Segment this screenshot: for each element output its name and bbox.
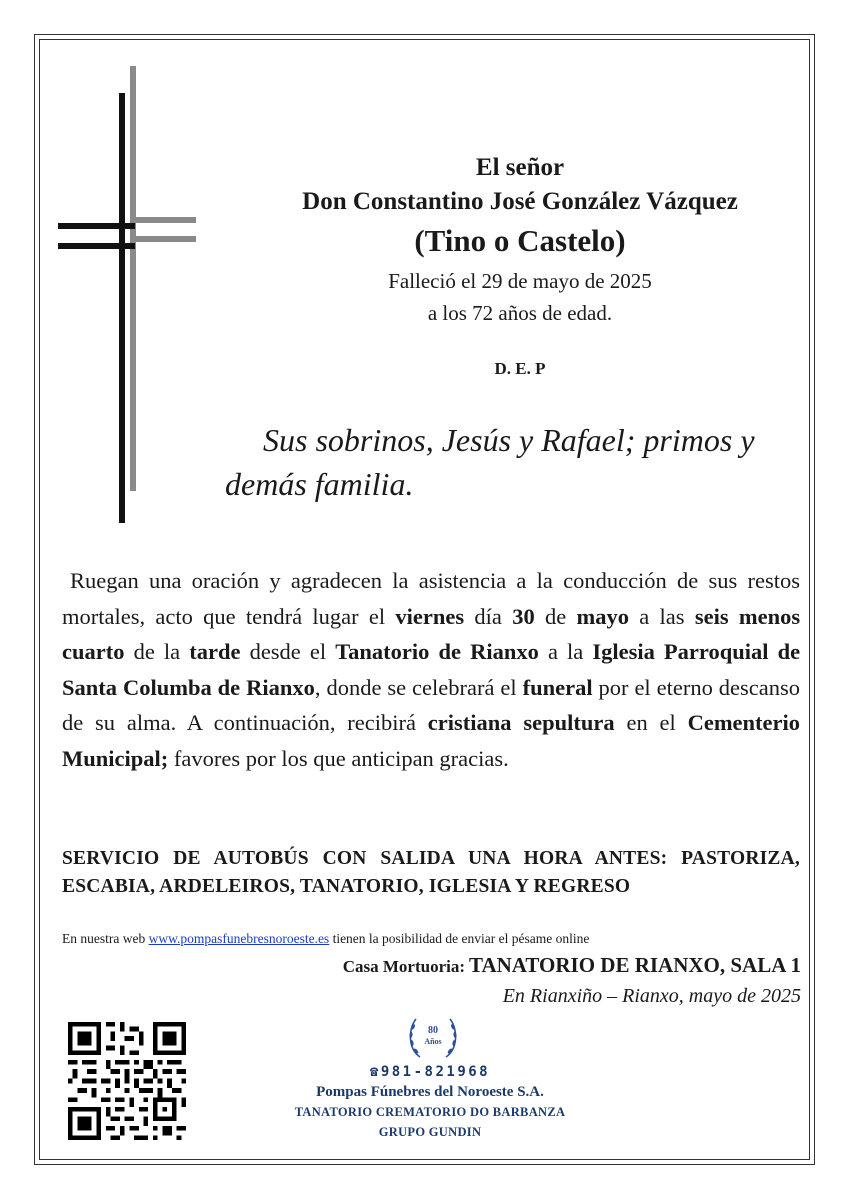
- bus-service: SERVICIO DE AUTOBÚS CON SALIDA UNA HORA ANTES: PASTORIZA, ESCABIA, ARDELEIROS, TANATORIO, IGLESIA Y REGRESO: [62, 848, 800, 897]
- rip: D. E. P: [494, 359, 546, 378]
- ceremony-text: Ruegan una oración y agradecen la asistencia a la conducción de sus restos mortales, acto que tendrá lugar el viernes día 30 de mayo a las seis menos cuarto de la tarde desde el Tanatorio de Rianxo a la Iglesia Parroquial de Santa Columba de Rianxo, donde se celebrará el funeral por el eterno descanso de su alma. A continuación, recibirá cristiana sepultura en el Cementerio Municipal; favores por los que anticipan gracias.: [62, 568, 801, 771]
- nickname: (Tino o Castelo): [414, 223, 626, 258]
- casa-value: TANATORIO DE RIANXO, SALA 1: [469, 953, 801, 977]
- casa-mortuoria: [343, 953, 801, 978]
- company-name: Pompas Fúnebres del Noroeste S.A.: [316, 1084, 544, 1100]
- deceased-name: Don Constantino José González Vázquez: [302, 188, 738, 215]
- family-mourners: Sus sobrinos, Jesús y Rafael; primos y demás familia.: [225, 422, 755, 502]
- crematorio-name: TANATORIO CREMATORIO DO BARBANZA: [294, 1105, 566, 1119]
- age: a los 72 años de edad.: [427, 301, 613, 325]
- cross-icon: [58, 66, 198, 526]
- badge-number: 80: [428, 1025, 438, 1036]
- badge-label: Años: [424, 1037, 442, 1046]
- anniversary-badge-icon: [404, 1013, 462, 1061]
- death-date: Falleció el 29 de mayo de 2025: [388, 269, 652, 293]
- web-note: En nuestra web www.pompasfunebresnoroeste.es tienen la posibilidad de enviar el pésame online: [62, 931, 590, 946]
- phone-number: ☎981-821968: [369, 1064, 491, 1080]
- group-name: GRUPO GUNDIN: [378, 1125, 482, 1139]
- place-date: En Rianxiño – Rianxo, mayo de 2025: [502, 985, 801, 1007]
- phone-icon: ☎: [369, 1064, 381, 1080]
- website-link[interactable]: www.pompasfunebresnoroeste.es: [148, 931, 330, 946]
- qr-code-icon: [68, 1022, 186, 1140]
- casa-label: Casa Mortuoria:: [342, 957, 466, 976]
- title: El señor: [475, 154, 565, 181]
